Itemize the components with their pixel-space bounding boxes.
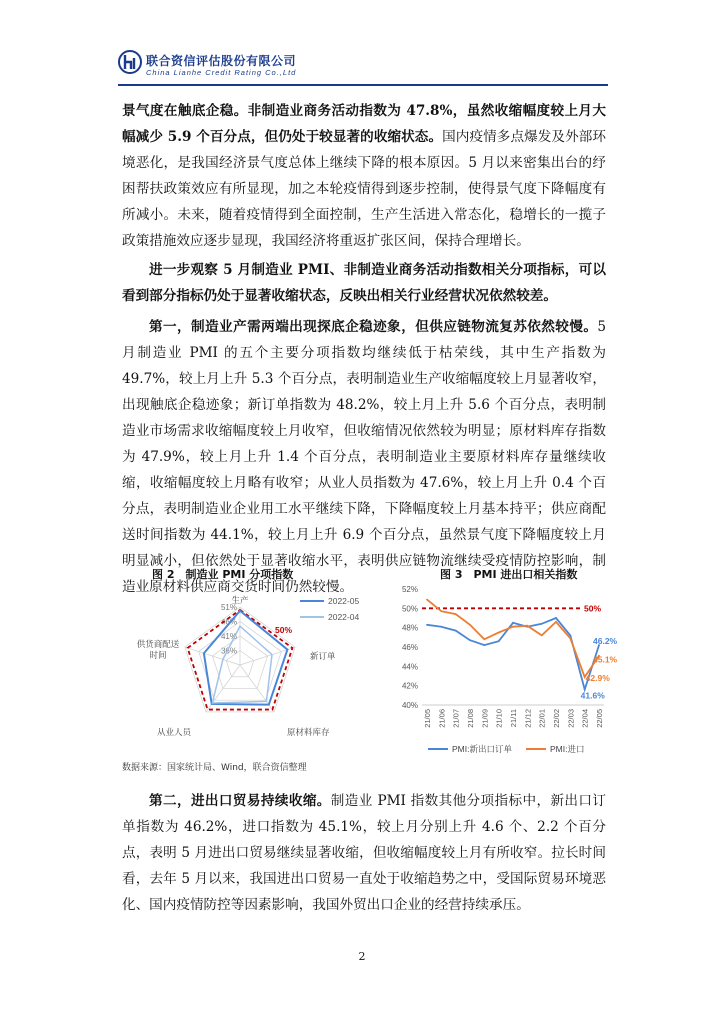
radar-axis-label: 原材料库存 bbox=[287, 727, 330, 737]
line-point bbox=[541, 635, 543, 637]
figure-3-line-chart bbox=[388, 583, 618, 755]
paragraph-1-bold: 景气度在触底企稳。非制造业商务活动指数为 47.8%，虽然收缩幅度较上月大幅减少 5.9 个百分点，但仍处于较显著的收缩状态。 bbox=[122, 103, 606, 145]
paragraph-4 bbox=[122, 788, 606, 918]
line-label-export-low: 41.6% bbox=[580, 690, 605, 701]
line-x-tick-label: 22/01 bbox=[537, 709, 547, 728]
paragraph-3-bold: 第一，制造业产需两端出现探底企稳迹象，但供应链物流复苏依然较慢。 bbox=[149, 319, 598, 335]
line-point bbox=[426, 624, 428, 626]
line-point bbox=[469, 639, 471, 641]
line-x-tick-label: 21/11 bbox=[509, 709, 518, 728]
radar-tick-label: 41% bbox=[220, 632, 237, 641]
line-x-tick-label: 22/03 bbox=[566, 709, 576, 728]
line-x-tick-label: 22/02 bbox=[552, 709, 561, 728]
paragraph-2 bbox=[122, 257, 606, 309]
line-y-tick-label: 52% bbox=[401, 585, 418, 594]
line-point bbox=[541, 623, 543, 625]
line-point bbox=[483, 644, 485, 646]
line-y-tick-label: 50% bbox=[401, 604, 418, 614]
line-point bbox=[455, 613, 457, 615]
company-name-en: China Lianhe Credit Rating Co.,Ltd bbox=[146, 68, 297, 77]
line-y-tick-label: 44% bbox=[401, 662, 418, 672]
radar-tick-label: 36% bbox=[220, 646, 237, 656]
line-label-import-last: 45.1% bbox=[593, 654, 618, 665]
line-point bbox=[440, 626, 442, 628]
radar-tick-label: 46% bbox=[220, 617, 237, 627]
line-y-tick-label: 40% bbox=[401, 701, 418, 710]
company-logo-icon bbox=[118, 50, 142, 74]
line-y-tick-label: 42% bbox=[401, 681, 418, 691]
line-point bbox=[569, 635, 571, 637]
line-point bbox=[483, 638, 485, 640]
radar-threshold-label: 50% bbox=[275, 625, 293, 635]
radar-axis-label: 从业人员 bbox=[156, 727, 192, 737]
line-legend-label: PMI:进口 bbox=[550, 744, 585, 754]
line-point bbox=[555, 617, 557, 619]
radar-axis-label: 供货商配送 bbox=[136, 639, 180, 649]
line-y-tick-label: 46% bbox=[401, 643, 418, 652]
line-y-tick-label: 48% bbox=[401, 623, 418, 633]
paragraph-4-bold: 第二，进出口贸易持续收缩。 bbox=[149, 793, 331, 809]
line-point bbox=[469, 624, 471, 626]
line-x-tick-label: 21/07 bbox=[451, 709, 461, 728]
line-point bbox=[455, 630, 457, 632]
line-legend-label: PMI:新出口订单 bbox=[452, 744, 512, 754]
line-point bbox=[555, 621, 557, 623]
line-point bbox=[569, 637, 571, 639]
paragraph-4-text: 制造业 PMI 指数其他分项指标中，新出口订单指数为 46.2%，进口指数为 45.1%，较上月分别上升 4.6 个、2.2 个百分点，表明 5 月进出口贸易继续显著收缩，但收缩幅度较上月有所收窄。拉长时间看，去年 5 月以来，我国进出口贸易一直处于收缩趋势之中，受国际贸易环境恶化、国内疫情防控等因素影响，我国外贸出口企业的经营持续承压。 bbox=[122, 793, 606, 913]
radar-legend-label: 2022-05 bbox=[328, 596, 360, 606]
line-point bbox=[512, 626, 514, 628]
radar-axis-label: 新订单 bbox=[310, 651, 336, 661]
radar-tick-label: 51% bbox=[220, 603, 237, 612]
figure-3-title: 图 3 PMI 进出口相关指数 bbox=[440, 568, 578, 581]
line-label-import-low: 42.9% bbox=[585, 672, 610, 683]
header-rule bbox=[118, 84, 608, 86]
line-x-tick-label: 21/10 bbox=[494, 709, 504, 728]
paragraph-3 bbox=[122, 314, 606, 600]
line-x-tick-label: 21/05 bbox=[423, 709, 432, 728]
line-label-export-last: 46.2% bbox=[593, 636, 618, 647]
line-series-new-export-orders bbox=[427, 618, 599, 690]
line-point bbox=[498, 632, 500, 634]
line-x-tick-label: 21/12 bbox=[523, 709, 533, 728]
line-series-imports bbox=[427, 600, 602, 677]
line-threshold-label: 50% bbox=[584, 603, 602, 614]
line-point bbox=[440, 610, 442, 612]
page-header bbox=[118, 46, 608, 86]
radar-axis-label: 时间 bbox=[149, 650, 167, 660]
radar-axis-label: 生产 bbox=[231, 595, 249, 605]
paragraph-3-text: 5 月制造业 PMI 的五个主要分项指数均继续低于枯荣线，其中生产指数为 49.7%，较上月上升 5.3 个百分点，表明制造业生产收缩幅度较上月显著收窄，出现触底企稳迹象；新订单指数为 48.2%，较上月上升 5.6 个百分点，表明制造业市场需求收缩幅度较上月收窄，但收缩情况依然较为明显；原材料库存指数为 47.9%，较上月上升 1.4 个百分点，表明制造业主要原材料库存量继续收缩，收缩幅度较上月略有收窄；从业人员指数为 47.6%，较上月上升 0.4 个百分点，表明制造业企业用工水平继续下降，下降幅度较上月基本持平；供应商配送时间指数为 44.1%，较上月上升 6.9 个百分点，虽然景气度下降幅度较上月明显减小，但依然处于显著收缩水平，表明供应链物流继续受疫情防控影响，制造业原材料供应商交货时间仍然较慢。 bbox=[122, 319, 606, 595]
line-x-tick-label: 21/06 bbox=[437, 709, 447, 728]
data-source-note: 数据来源：国家统计局、Wind，联合资信整理 bbox=[122, 763, 307, 773]
line-x-tick-label: 22/04 bbox=[580, 709, 590, 728]
line-x-tick-label: 21/08 bbox=[466, 709, 475, 728]
radar-legend-label: 2022-04 bbox=[328, 612, 360, 622]
figure-2-radar-chart bbox=[122, 583, 380, 753]
line-point bbox=[526, 625, 528, 627]
line-point bbox=[426, 599, 428, 601]
paragraph-2-bold: 进一步观察 5 月制造业 PMI、非制造业商务活动指数相关分项指标，可以看到部分指标仍处于显著收缩状态，反映出相关行业经营状况依然较差。 bbox=[122, 262, 606, 304]
page-number: 2 bbox=[358, 950, 366, 963]
line-x-tick-label: 22/05 bbox=[595, 709, 604, 728]
line-x-tick-label: 21/09 bbox=[480, 709, 490, 728]
company-name: 联合资信评估股份有限公司 bbox=[146, 54, 297, 68]
paragraph-1 bbox=[122, 98, 606, 254]
figure-2-title: 图 2 制造业 PMI 分项指数 bbox=[152, 568, 294, 581]
line-point bbox=[512, 622, 514, 624]
line-point bbox=[498, 640, 500, 642]
paragraph-1-text: 国内疫情多点爆发及外部环境恶化，是我国经济景气度总体上继续下降的根本原因。5 月以来密集出台的纾困帮扶政策效应有所显现，加之本轮疫情得到逐步控制，使得景气度下降幅度有所减小。未来，随着疫情得到全面控制，生产生活进入常态化，稳增长的一揽子政策措施效应逐步显现，我国经济将重返扩张区间，保持合理增长。 bbox=[122, 129, 607, 249]
